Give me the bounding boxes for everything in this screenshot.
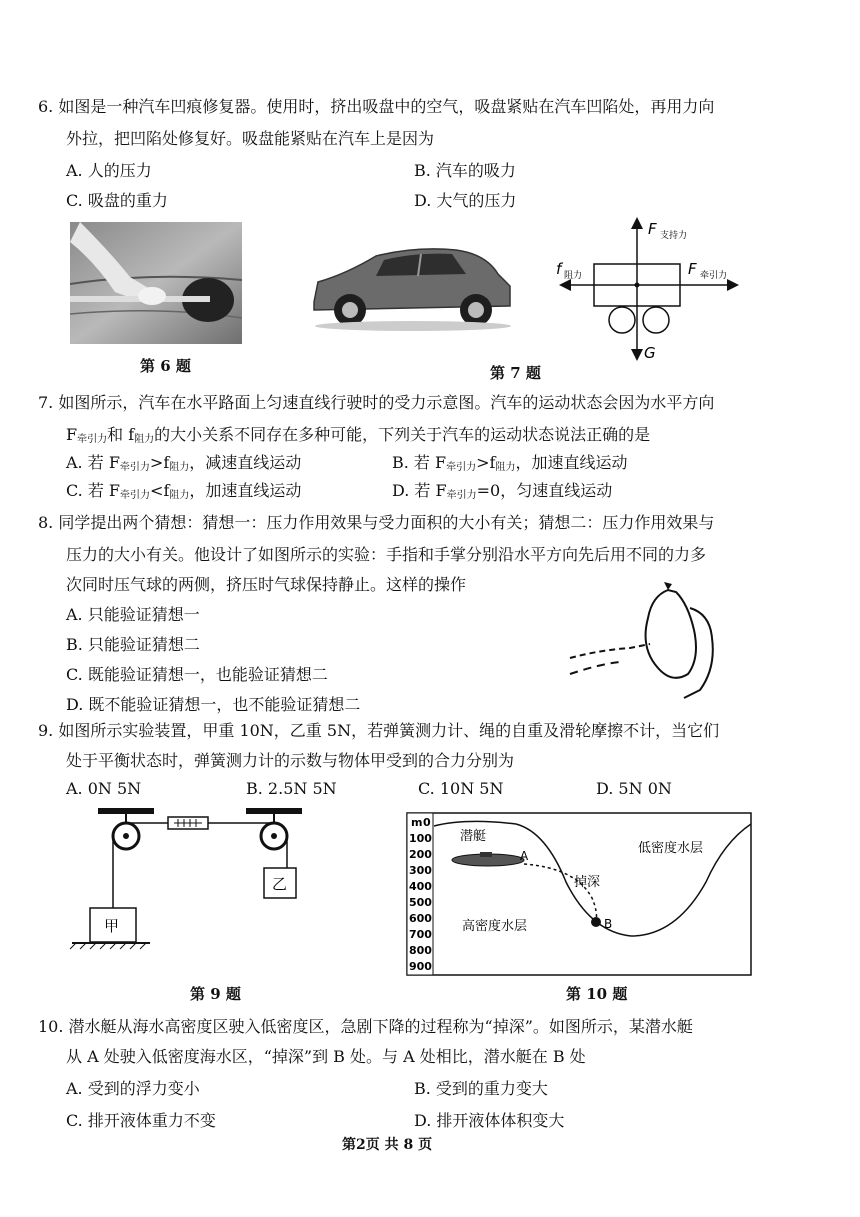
q9-option-a: A. 0N 5N [66,779,142,798]
drag-sub: 阻力 [564,271,583,281]
q9-option-b: B. 2.5N 5N [246,779,337,798]
car-photo [306,240,516,332]
point-b-marker [591,917,601,927]
page-footer: 第2页 共 8 页 [342,1137,433,1153]
force-diagram [550,216,750,366]
gravity-label: G [644,344,656,362]
q8-option-d: D. 既不能验证猜想一，也不能验证猜想二 [66,695,361,714]
q7-stem-line2: $F_{牵引力}$和 $f_{阻力}$的大小关系不同存在多种可能，下列关于汽车的运动状态说法正确的是 [66,425,651,445]
q6-option-a: A. 人的压力 [66,161,152,180]
q10-option-d: D. 排开液体体积变大 [414,1111,565,1130]
q6-stem-line2: 外拉，把凹陷处修复好。吸盘能紧贴在汽车上是因为 [66,129,435,148]
traction-sub: 牵引力 [700,271,728,281]
support-sub: 支持力 [660,231,688,241]
q7-option-b: B. 若 $F_{牵引力}>f_{阻力}$，加速直线运动 [392,453,628,473]
q6-caption: 第 6 题 [140,357,191,375]
q8-stem-line3: 次同时压气球的两侧，挤压时气球保持静止。这样的操作 [66,575,467,594]
block-jia-label: 甲 [104,917,120,935]
point-b-label: B [604,917,613,931]
depth-tick-label: 600 [409,912,432,925]
q9-option-d: D. 5N 0N [596,779,672,798]
finger [570,644,650,658]
q8-stem-line1: 8. 同学提出两个猜想：猜想一：压力作用效果与受力面积的大小有关；猜想二：压力作用效果与 [38,513,715,532]
q7-caption: 第 7 题 [490,364,541,382]
depth-tick-label: 0 [423,816,431,829]
low-density-label: 低密度水层 [638,841,704,856]
submarine-label: 潜艇 [460,829,487,844]
depth-tick-label: 800 [409,944,432,957]
q6-option-c: C. 吸盘的重力 [66,191,168,210]
block-yi-label: 乙 [272,875,288,893]
wheel-left [609,307,635,333]
support-label: F [648,220,657,238]
depth-tick-label: 200 [409,848,432,861]
q8-stem-line2: 压力的大小有关。他设计了如图所示的实验：手指和手掌分别沿水平方向先后用不同的力多 [66,545,707,564]
axis-unit: m [411,816,423,829]
drop-label: 掉深 [574,875,601,890]
wheel-right [643,307,669,333]
pulley-apparatus [64,806,314,956]
q10-option-b: B. 受到的重力变大 [414,1079,548,1098]
balloon [646,590,696,678]
q9-caption: 第 9 题 [190,985,241,1003]
drag-label: f [556,260,562,278]
q10-caption: 第 10 题 [566,985,628,1003]
depth-tick-label: 700 [409,928,432,941]
depth-tick-label: 900 [409,960,432,973]
q7-option-d: D. 若 $F_{牵引力}=0$，匀速直线运动 [392,481,613,501]
depth-tick-label: 300 [409,864,432,877]
q8-option-b: B. 只能验证猜想二 [66,635,200,654]
dent-repair-photo [70,222,242,344]
q8-option-c: C. 既能验证猜想一，也能验证猜想二 [66,665,328,684]
balloon-press-sketch [560,578,760,703]
high-density-label: 高密度水层 [462,919,528,934]
depth-tick-label: 400 [409,880,432,893]
q6-option-d: D. 大气的压力 [414,191,517,210]
hand-palm [684,608,713,698]
depth-tick-label: 100 [409,832,432,845]
q10-option-c: C. 排开液体重力不变 [66,1111,216,1130]
q7-stem-line1: 7. 如图所示，汽车在水平路面上匀速直线行驶时的受力示意图。汽车的运动状态会因为水平方向 [38,393,715,412]
q8-option-a: A. 只能验证猜想一 [66,605,200,624]
q9-stem-line1: 9. 如图所示实验装置，甲重 10N，乙重 5N，若弹簧测力计、绳的自重及滑轮摩擦不计，当它们 [38,721,720,740]
traction-label: F [688,260,697,278]
q9-stem-line2: 处于平衡状态时，弹簧测力计的示数与物体甲受到的合力分别为 [66,751,515,770]
depth-tick-label: 500 [409,896,432,909]
q7-option-a: A. 若 $F_{牵引力}>f_{阻力}$，减速直线运动 [66,453,302,473]
q6-stem-line1: 6. 如图是一种汽车凹痕修复器。使用时，挤出吸盘中的空气，吸盘紧贴在汽车凹陷处，再用力向 [38,97,715,116]
q10-option-a: A. 受到的浮力变小 [66,1079,200,1098]
q9-option-c: C. 10N 5N [418,779,504,798]
q6-option-b: B. 汽车的吸力 [414,161,516,180]
q10-stem-line1: 10. 潜水艇从海水高密度区驶入低密度区，急剧下降的过程称为“掉深”。如图所示，某潜水艇 [38,1017,693,1036]
submarine-depth-diagram [406,812,752,976]
q10-stem-line2: 从 A 处驶入低密度海水区，“掉深”到 B 处。与 A 处相比，潜水艇在 B 处 [66,1047,586,1066]
q7-option-c: C. 若 $F_{牵引力}<f_{阻力}$，加速直线运动 [66,481,302,501]
point-a-label: A [520,849,529,863]
